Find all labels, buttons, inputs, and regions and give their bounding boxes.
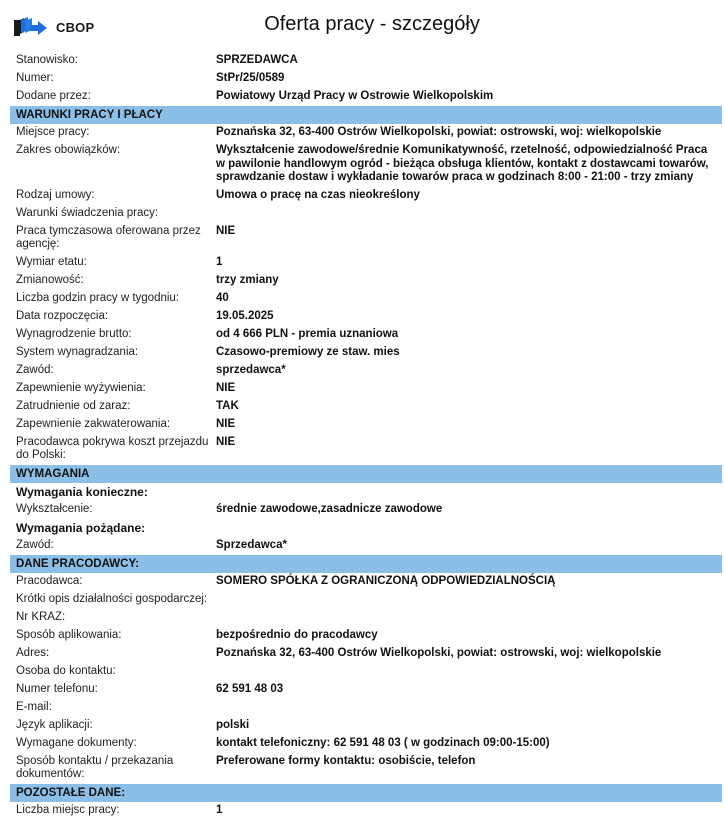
detail-row [10,416,722,434]
field-label: Zapewnienie wyżywienia: [16,381,146,394]
field-value: NIE [216,224,236,237]
detail-row [10,308,722,326]
field-value: NIE [216,417,236,430]
field-label: Zawód: [16,363,54,376]
field-label: Sposób aplikowania: [16,628,122,641]
field-value: SPRZEDAWCA [216,54,298,66]
field-label: Język aplikacji: [16,718,93,731]
subheading-wymagania-pozadane: Wymagania pożądane: [16,520,146,535]
field-label: Data rozpoczęcia: [16,309,109,322]
pozostale-rows [10,802,722,820]
field-value: 1 [216,255,223,268]
field-label: Osoba do kontaktu: [16,664,116,677]
detail-row [10,609,722,627]
pracodawca-rows [10,573,722,784]
field-label: Dodane przez: [16,90,91,102]
field-value: 62 591 48 03 [216,682,284,695]
offer-details [10,52,722,820]
field-label: Wynagrodzenie brutto: [16,327,132,340]
field-value: TAK [216,399,239,412]
section-header-pozostale: POZOSTAŁE DANE: [10,784,722,802]
detail-row [10,591,722,609]
field-value: bezpośrednio do pracodawcy [216,628,378,641]
detail-row [10,254,722,272]
detail-row [10,434,722,465]
field-label: Zapewnienie zakwaterowania: [16,417,171,430]
field-value: SOMERO SPÓŁKA Z OGRANICZONĄ ODPOWIEDZIALNOŚCIĄ [216,574,556,587]
detail-row [10,187,722,205]
detail-row [10,344,722,362]
detail-row [10,223,722,254]
row-wyksztalcenie [10,501,722,519]
section-header-warunki: WARUNKI PRACY I PŁACY [10,106,722,124]
detail-row [10,717,722,735]
field-label: Stanowisko: [16,54,79,66]
detail-row [10,735,722,753]
field-value: Sprzedawca* [216,538,287,551]
detail-row [10,627,722,645]
subheading-wymagania-konieczne: Wymagania konieczne: [16,484,148,499]
field-value: sprzedawca* [216,363,286,376]
field-label: Adres: [16,646,50,659]
field-value: Poznańska 32, 63-400 Ostrów Wielkopolski, powiat: ostrowski, woj: wielkopolskie [216,646,662,659]
warunki-rows [10,124,722,465]
detail-row [10,142,722,187]
detail-row [10,663,722,681]
field-value: 40 [216,291,229,304]
row-zawod-pozadany [10,537,722,555]
detail-row [10,573,722,591]
field-label: Liczba godzin pracy w tygodniu: [16,291,180,304]
field-label: Praca tymczasowa oferowana przez agencję: [16,224,201,250]
field-value: Umowa o pracę na czas nieokreślony [216,188,420,201]
field-value: polski [216,718,250,731]
section-header-wymagania: WYMAGANIA [10,465,722,483]
field-value: średnie zawodowe,zasadnicze zawodowe [216,502,443,515]
field-label: Liczba miejsc pracy: [16,803,120,816]
detail-row [10,326,722,344]
field-value: Powiatowy Urząd Pracy w Ostrowie Wielkopolskim [216,90,494,102]
field-label: Zakres obowiązków: [16,144,121,156]
field-value: trzy zmiany [216,273,279,286]
field-label: Nr KRAZ: [16,610,66,623]
field-label: Sposób kontaktu / przekazania dokumentów: [16,754,174,780]
field-label: Pracodawca: [16,574,83,587]
field-value: NIE [216,435,236,448]
detail-row [10,645,722,663]
field-label: Numer telefonu: [16,682,98,695]
field-label: E-mail: [16,700,52,713]
detail-row [10,802,722,820]
field-value: Czasowo-premiowy ze staw. mies [216,345,400,358]
detail-row [10,699,722,717]
field-label: Warunki świadczenia pracy: [16,206,159,219]
field-label: Zmianowość: [16,273,84,286]
detail-row [10,681,722,699]
field-value: Wykształcenie zawodowe/średnie Komunikatywność, rzetelność, odpowiedzialność Praca w pawilonie handlowym ogród - bieżąca obsługa klientów, kontakt z dostawcami towarów, sprawdzanie dostaw i wykładanie towarów praca w godzinach 8:00 - 21:00 - trzy zmiany [216,144,709,183]
field-value: 1 [216,803,223,816]
detail-row [10,290,722,308]
field-label: Numer: [16,72,54,84]
field-label: System wynagradzania: [16,345,139,358]
page-title: Oferta pracy - szczegóły [264,13,480,35]
row-stanowisko [10,52,722,70]
detail-row [10,753,722,784]
logo-text: CBOP [56,19,95,35]
detail-row [10,362,722,380]
field-value: StPr/25/0589 [216,72,285,84]
row-numer [10,70,722,88]
field-value: Poznańska 32, 63-400 Ostrów Wielkopolski, powiat: ostrowski, woj: wielkopolskie [216,126,662,138]
field-label: Zawód: [16,538,54,551]
field-label: Wymagane dokumenty: [16,736,137,749]
field-value: od 4 666 PLN - premia uznaniowa [216,327,399,340]
detail-row [10,272,722,290]
field-label: Rodzaj umowy: [16,188,95,201]
detail-row [10,398,722,416]
field-label: Wykształcenie: [16,502,93,515]
field-value: NIE [216,381,236,394]
field-label: Zatrudnienie od zaraz: [16,399,131,412]
section-header-pracodawca: DANE PRACODAWCY: [10,555,722,573]
field-label: Pracodawca pokrywa koszt przejazdu do Polski: [16,435,209,461]
field-label: Krótki opis działalności gospodarczej: [16,592,208,605]
field-value: kontakt telefoniczny: 62 591 48 03 ( w godzinach 09:00-15:00) [216,736,550,749]
detail-row [10,205,722,223]
field-label: Wymiar etatu: [16,255,87,268]
page-header [0,0,724,52]
row-dodane-przez [10,88,722,106]
detail-row [10,124,722,142]
field-value: Preferowane formy kontaktu: osobiście, telefon [216,754,476,767]
detail-row [10,380,722,398]
field-label: Miejsce pracy: [16,126,90,138]
field-value: 19.05.2025 [216,309,274,322]
